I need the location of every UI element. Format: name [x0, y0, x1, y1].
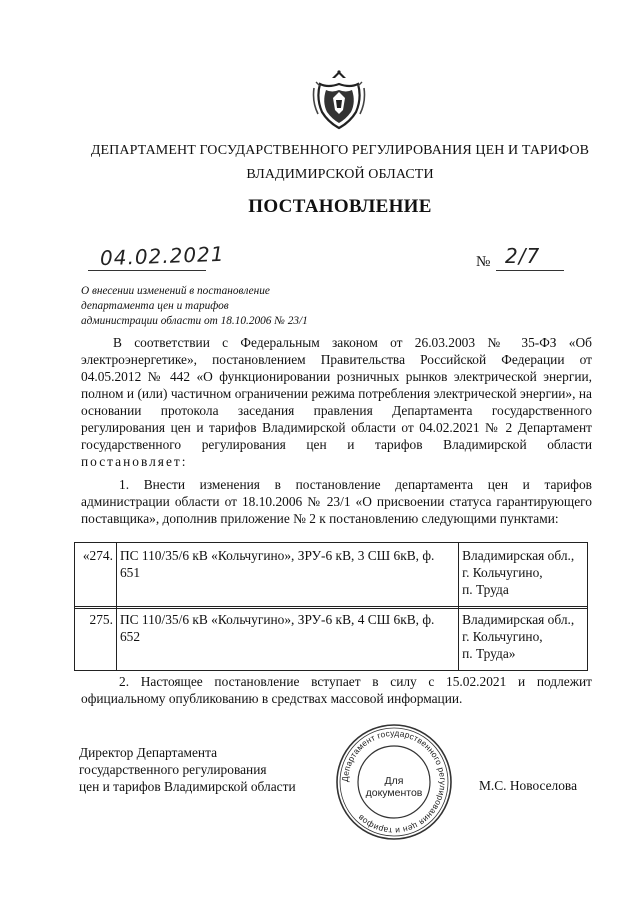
item-1-paragraph: 1. Внести изменения в постановление департамента цен и тарифов администрации области от 18.10.2006 № 23/1 «О присвоении статуса гарантирующего поставщика», дополнив приложение № 2 к постановлению следующими пунктами: [81, 477, 592, 526]
position-line2: государственного регулирования [79, 762, 267, 777]
address-cell [459, 543, 588, 607]
address-line1: Владимирская обл., [462, 612, 575, 627]
document-subject [81, 284, 341, 330]
address-line2: г. Кольчугино, [462, 565, 543, 580]
handwritten-date: 04.02.2021 [99, 241, 225, 271]
preamble-paragraph [81, 334, 592, 470]
date-underline [88, 270, 206, 271]
document-type-title: ПОСТАНОВЛЕНИЕ [248, 196, 432, 217]
subject-line3: администрации области от 18.10.2006 № 23/1 [81, 315, 308, 328]
preamble-text: В соответствии с Федеральным законом от 26.03.2003 № 35-ФЗ «Об электроэнергетике», постановлением Правительства Российской Федерации от 04.05.2012 № 442 «О функционировании розничных рынков электрической энергии, полном и (или) частичном ограничении режима потребления электрической энергии», на основании протокола заседания правления Департамента государственного регулирования цен и тарифов Владимирской области от 04.02.2021 № 2 Департамент государственного регулирования цен и тарифов Владимирской области [81, 335, 592, 452]
handwritten-number: 2/7 [505, 244, 541, 268]
decree-word: постановляет: [81, 454, 188, 469]
subject-line2: департамента цен и тарифов [81, 300, 229, 313]
department-name-line1: ДЕПАРТАМЕНТ ГОСУДАРСТВЕННОГО РЕГУЛИРОВАНИЯ ЦЕН И ТАРИФОВ [90, 143, 590, 158]
stamp-center-line2: документов [365, 787, 423, 799]
number-sign: № [476, 254, 491, 270]
position-line3: цен и тарифов Владимирской области [79, 779, 296, 794]
subject-line1: О внесении изменений в постановление [81, 285, 270, 297]
address-line2: г. Кольчугино, [462, 629, 543, 644]
address-line1: Владимирская обл., [462, 548, 575, 563]
signatory-name: М.С. Новоселова [479, 778, 578, 793]
department-name [60, 139, 620, 187]
object-cell: ПС 110/35/6 кВ «Кольчугино», ЗРУ-6 кВ, 4 СШ 6кВ, ф. 652 [116, 607, 458, 671]
item-2-paragraph: 2. Настоящее постановление вступает в силу с 15.02.2021 и подлежит официальному опубликованию в средствах массовой информации. [81, 674, 592, 706]
stamp-ring-text: Департамент государственного регулирования цен и тарифов [339, 727, 449, 837]
table-row [75, 543, 588, 607]
stamp-center-text [356, 775, 432, 799]
address-line3: п. Труда» [462, 646, 516, 661]
department-name-line2: ВЛАДИМИРСКОЙ ОБЛАСТИ [246, 167, 434, 182]
address-cell [459, 607, 588, 671]
position-line1: Директор Департамента [79, 745, 218, 760]
row-number-cell: «274. [75, 543, 117, 607]
table-row-divider [74, 606, 588, 609]
address-line3: п. Труда [462, 582, 509, 597]
row-number-cell: 275. [75, 607, 117, 671]
stamp-center-line1: Для [384, 775, 404, 787]
table-row [75, 607, 588, 671]
coat-of-arms-emblem [312, 68, 366, 132]
number-underline [496, 270, 564, 271]
object-cell: ПС 110/35/6 кВ «Кольчугино», ЗРУ-6 кВ, 3 СШ 6кВ, ф. 651 [116, 543, 458, 607]
signatory-position [79, 744, 329, 795]
